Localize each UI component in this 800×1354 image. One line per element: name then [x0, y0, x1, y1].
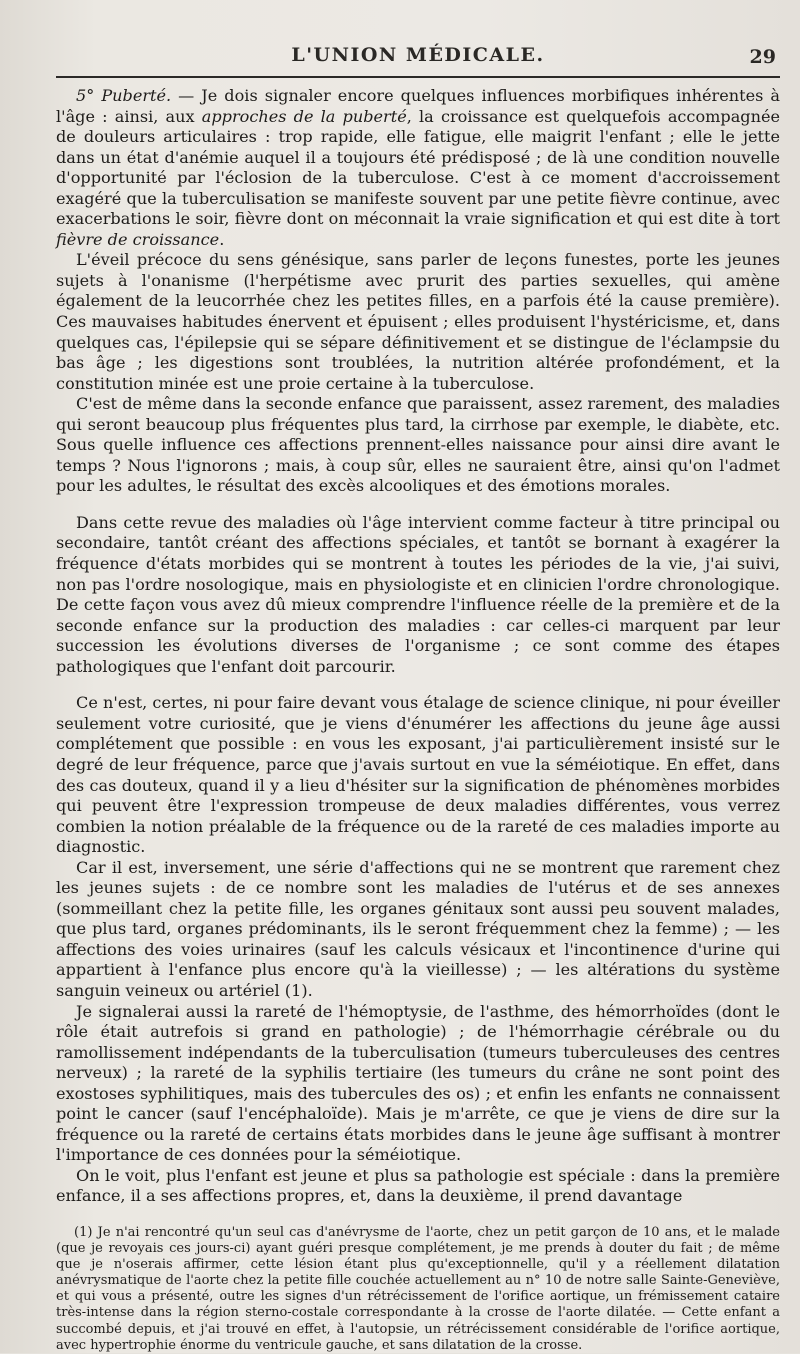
section-lead: 5° Puberté.: [76, 86, 172, 105]
paragraph: C'est de même dans la seconde enfance que paraissent, assez rarement, des maladies qui seront beaucoup plus fréquentes plus tard, la cirrhose par exemple, le diabète, etc. Sous quelle influence ces affections prennent-elles naissance pour ainsi dire avant le temps ? Nous l'ignorons ; mais, à coup sûr, elles ne sauraient être, ainsi qu'on l'admet pour les adultes, le résultat des excès alcooliques et des émotions morales.: [56, 394, 780, 496]
paragraph-puberte: [56, 86, 780, 250]
running-title: L'UNION MÉDICALE.: [291, 44, 545, 66]
paragraph: Je signalerai aussi la rareté de l'hémoptysie, de l'asthme, des hémorrhoïdes (dont le rôle était autrefois si grand en pathologie) ; de l'hémorrhagie cérébrale ou du ramollissement indépendants de la tuberculisation (tumeurs tuberculeuses des centres nerveux) ; la rareté de la syphilis tertiaire (les tumeurs du crâne ne sont point des exostoses syphilitiques, mais des tubercules des os) ; et enfin les enfants ne connaissent point le cancer (sauf l'encéphaloïde). Mais je m'arrête, ce que je viens de dire sur la fréquence ou la rareté de certains états morbides dans le jeune âge suffisant à montrer l'importance de ces données pour la séméiotique.: [56, 1001, 780, 1165]
paragraph: Dans cette revue des maladies où l'âge intervient comme facteur à titre principal ou secondaire, tantôt créant des affections spéciales, et tantôt se bornant à exagérer la fréquence d'états morbides qui se montrent à toutes les périodes de la vie, j'ai suivi, non pas l'ordre nosologique, mais en physiologiste et en clinicien l'ordre chronologique. De cette façon vous avez dû mieux comprendre l'influence réelle de la première et de la seconde enfance sur la production des maladies : car celles-ci marquent par leur succession les évolutions diverses de l'organisme ; ce sont comme des étapes pathologiques que l'enfant doit parcourir.: [56, 512, 780, 676]
paragraph: L'éveil précoce du sens génésique, sans parler de leçons funestes, porte les jeunes sujets à l'onanisme (l'herpétisme avec prurit des parties sexuelles, qui amène également de la leucorrhée chez les petites filles, en a parfois été la cause première). Ces mauvaises habitudes énervent et épuisent ; elles produisent l'hystéricisme, et, dans quelques cas, l'épilepsie qui se sépare définitivement et se distingue de l'éclampsie du bas âge ; les digestions sont troublées, la nutrition altérée profondément, et la constitution minée est une proie certaine à la tuberculose.: [56, 250, 780, 393]
body-text: [56, 86, 780, 1207]
footnote: (1) Je n'ai rencontré qu'un seul cas d'anévrysme de l'aorte, chez un petit garçon de 10 ans, et le malade (que je revoyais ces jours-ci) ayant guéri presque complétement, je me prends à douter du fait ; de même que je n'oserais affirmer, cette lésion étant plus qu'exceptionnelle, qu'il y a réellement dilatation anévrysmatique de l'aorte chez la petite fille couchée actuellement au n° 10 de notre salle Sainte-Geneviève, et qui vous a présenté, outre les signes d'un rétrécissement de l'orifice aortique, un frémissement cataire très-intense dans la région sterno-costale correspondante à la crosse de l'aorte dilatée. — Cette enfant a succombé depuis, et j'ai trouvé en effet, à l'autopsie, un rétrécissement considérable de l'orifice aortique, avec hypertrophie énorme du ventricule gauche, et sans dilatation de la crosse.: [56, 1224, 780, 1353]
page-number: 29: [749, 46, 776, 68]
paragraph: On le voit, plus l'enfant est jeune et plus sa pathologie est spéciale : dans la première enfance, il a ses affections propres, et, dans la deuxième, il prend davantage: [56, 1165, 780, 1206]
emphasis-text: fièvre de croissance: [56, 229, 220, 249]
emphasis-text: approches de la puberté: [201, 106, 407, 126]
paragraph: Ce n'est, certes, ni pour faire devant vous étalage de science clinique, ni pour éveiller seulement votre curiosité, que je viens d'énumérer les affections du jeune âge aussi complétement que possible : en vous les exposant, j'ai particulièrement insisté sur le degré de leur fréquence, parce que j'avais surtout en vue la séméiotique. En effet, dans des cas douteux, quand il y a lieu d'hésiter sur la signification de phénomènes morbides qui peuvent être l'expression trompeuse de deux maladies différentes, vous verrez combien la notion préalable de la fréquence ou de la rareté de ces maladies importe au diagnostic.: [56, 693, 780, 857]
footnotes: [56, 1225, 780, 1354]
paragraph: Car il est, inversement, une série d'affections qui ne se montrent que rarement chez les jeunes sujets : de ce nombre sont les maladies de l'utérus et de ses annexes (sommeillant chez la petite fille, les organes génitaux sont aussi peu souvent malades, que plus tard, organes prédominants, ils le seront fréquemment chez la femme) ; — les affections des voies urinaires (sauf les calculs vésicaux et l'incontinence d'urine qui appartient à l'enfance plus encore qu'à la vieillesse) ; — les altérations du système sanguin veineux ou artériel (1).: [56, 857, 780, 1000]
paragraph-text: , la croissance est quelquefois accompagnée de douleurs articulaires : trop rapide, elle fatigue, elle maigrit l'enfant ; elle le jette dans un état d'anémie auquel il a toujours été prédisposé ; de là une condition nouvelle d'opportunité par l'éclosion de la tuberculose. C'est à ce moment d'accroissement exagéré que la tuberculisation se manifeste souvent par une petite fièvre continue, avec exacerbations le soir, fièvre dont on méconnait la vraie signification et qui est dite à tort: [56, 106, 781, 229]
paragraph-text: — Je dois signaler encore quelques influences morbifiques inhérentes à l'âge : ainsi, aux: [56, 86, 780, 126]
paragraph-text: .: [219, 229, 225, 249]
page-header: [56, 34, 780, 70]
header-rule: [56, 76, 780, 78]
